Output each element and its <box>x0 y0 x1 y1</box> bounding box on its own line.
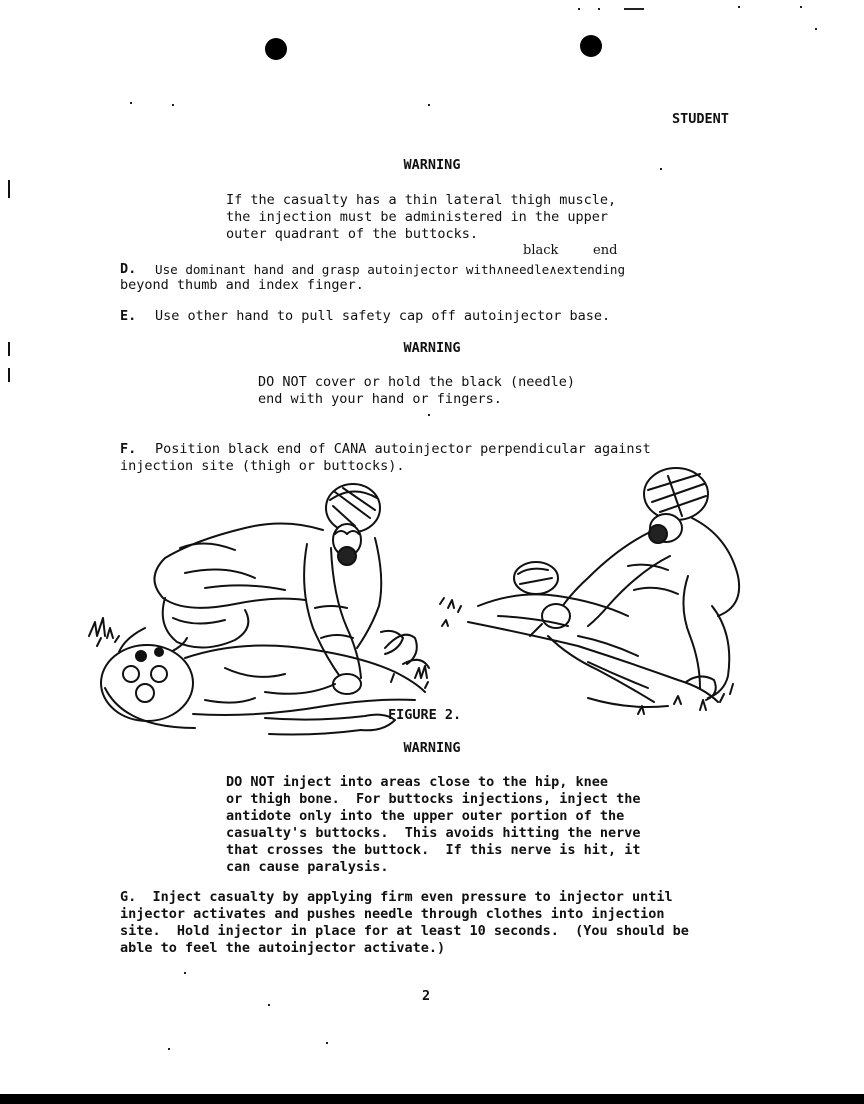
scan-speck <box>172 104 174 106</box>
warning-text <box>226 192 616 243</box>
step-e-text <box>155 308 610 325</box>
scan-speck <box>815 28 817 30</box>
step-d-text <box>155 261 625 278</box>
warning-line: If the casualty has a thin lateral thigh muscle, <box>226 192 617 208</box>
margin-mark <box>8 368 10 382</box>
step-line: site. Hold injector in place for at least 10 seconds. (You should be <box>120 923 689 939</box>
step-letter: G. <box>120 889 137 905</box>
scan-speck <box>428 414 430 416</box>
insert-note-black: black <box>523 243 559 258</box>
scan-speck <box>624 8 644 10</box>
warning-line: that crosses the buttock. If this nerve is hit, it <box>226 842 641 858</box>
warning-line: end with your hand or fingers. <box>258 391 502 407</box>
warning-heading: WARNING <box>403 340 461 356</box>
warning-line: can cause paralysis. <box>226 859 389 875</box>
warning-line: the injection must be administered in the upper <box>226 209 609 225</box>
warning-text <box>258 374 575 408</box>
step-line: Use other hand to pull safety cap off autoinjector base. <box>155 308 611 324</box>
step-g-text <box>120 889 689 957</box>
figure-caption: FIGURE 2. <box>388 707 462 723</box>
warning-text <box>226 774 641 876</box>
step-line: injector activates and pushes needle through clothes into injection <box>120 906 665 922</box>
scan-speck <box>800 6 802 8</box>
step-line: Position black end of CANA autoinjector perpendicular against <box>155 441 651 457</box>
warning-heading: WARNING <box>403 740 461 756</box>
illustration-buttock-injection <box>438 466 748 726</box>
step-letter: F. <box>120 441 137 457</box>
punch-hole-right <box>580 35 602 57</box>
warning-line: antidote only into the upper outer portion of the <box>226 808 625 824</box>
step-f-text-cont <box>120 458 404 475</box>
step-line-text: Inject casualty by applying firm even pressure to injector until <box>152 889 673 905</box>
scan-speck <box>738 6 740 8</box>
warning-line: or thigh bone. For buttocks injections, inject the <box>226 791 641 807</box>
step-line: Use dominant hand and grasp autoinjector with∧needle∧extending <box>155 262 626 277</box>
page-header-label: STUDENT <box>672 111 729 127</box>
scan-speck <box>268 1004 270 1006</box>
warning-line: DO NOT inject into areas close to the hip, knee <box>226 774 609 790</box>
warning-heading: WARNING <box>403 157 461 173</box>
warning-line: casualty's buttocks. This avoids hitting the nerve <box>226 825 641 841</box>
scan-speck <box>184 972 186 974</box>
step-d-text-cont <box>120 277 364 294</box>
scan-speck <box>168 1048 170 1050</box>
step-line: injection site (thigh or buttocks). <box>120 458 405 474</box>
scan-speck <box>598 8 600 10</box>
insert-note-end: end <box>593 243 618 258</box>
step-line: able to feel the autoinjector activate.) <box>120 940 446 956</box>
warning-line: outer quadrant of the buttocks. <box>226 226 478 242</box>
warning-line: DO NOT cover or hold the black (needle) <box>258 374 575 390</box>
step-line: beyond thumb and index finger. <box>120 277 364 293</box>
punch-hole-left <box>265 38 287 60</box>
step-letter: D. <box>120 261 137 277</box>
scan-edge-bar <box>0 1094 864 1104</box>
margin-mark <box>8 180 10 198</box>
scan-speck <box>578 8 580 10</box>
step-letter: E. <box>120 308 137 324</box>
page-number: 2 <box>422 988 431 1004</box>
scan-speck <box>130 102 132 104</box>
scan-speck <box>428 104 430 106</box>
scan-speck <box>326 1042 328 1044</box>
step-f-text <box>155 441 651 458</box>
step-line <box>120 889 689 906</box>
